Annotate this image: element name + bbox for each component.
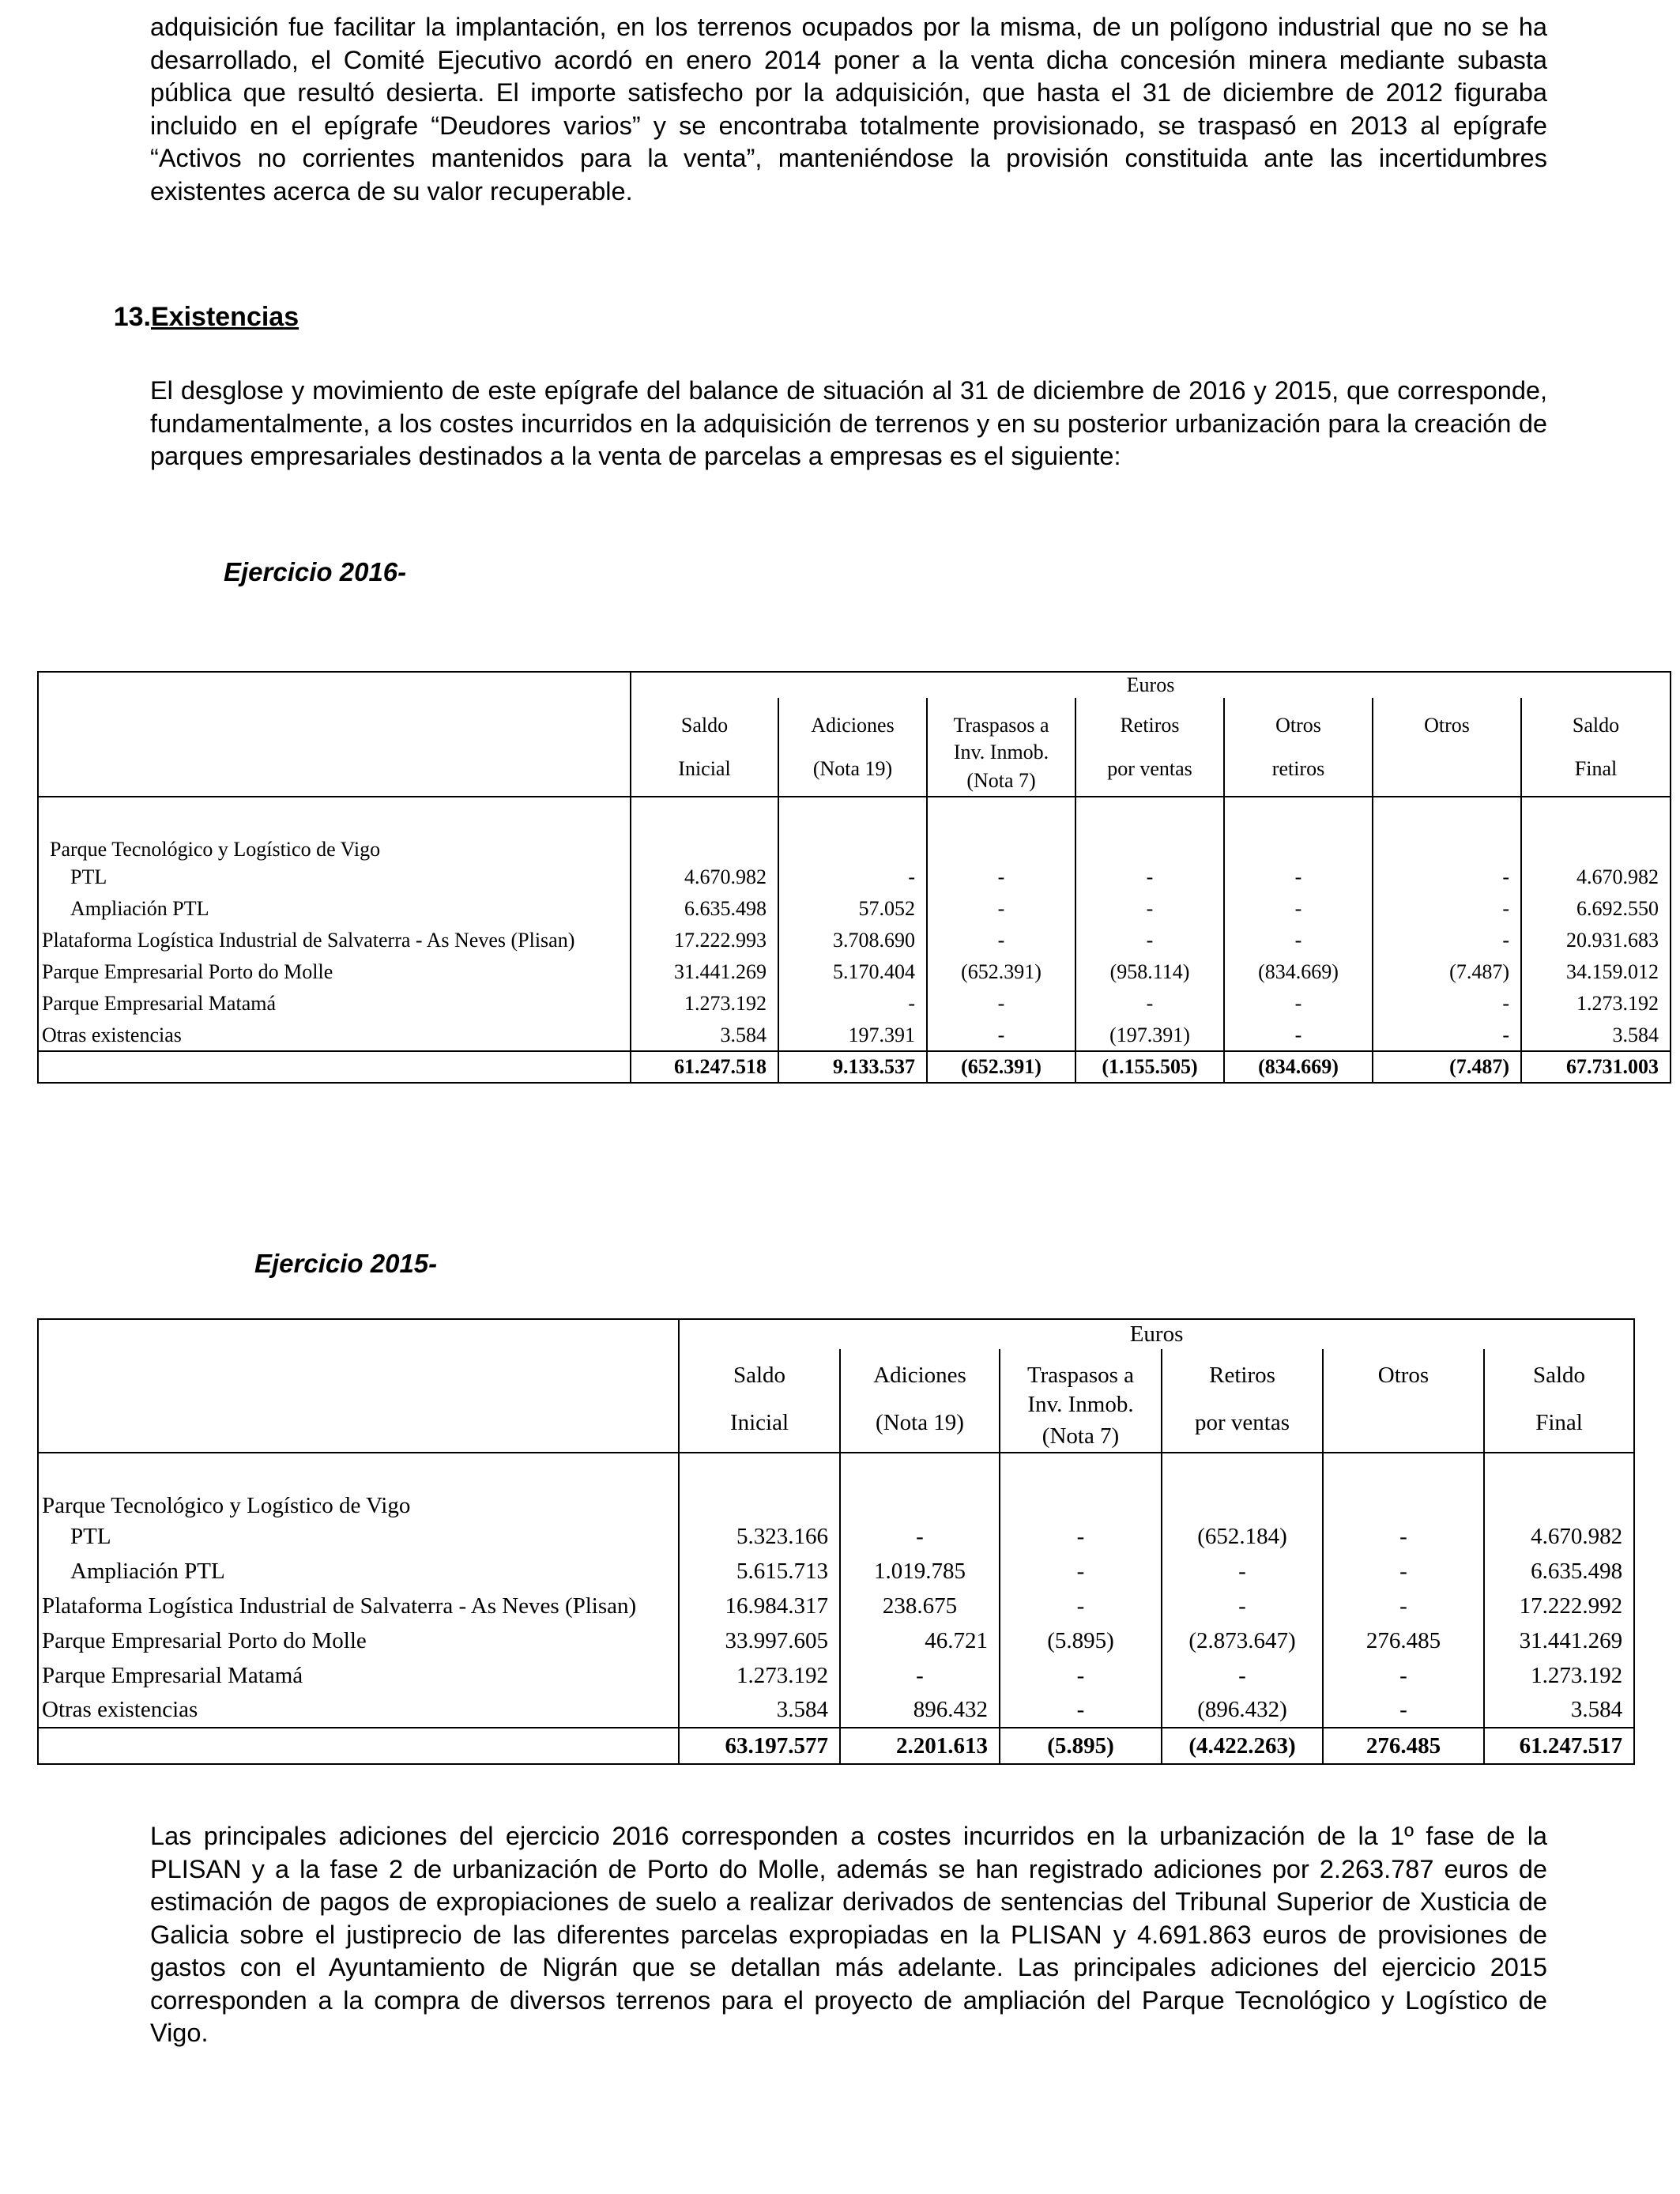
- col-subheader: Inicial: [631, 737, 778, 797]
- table-row: PTL 5.323.166 - - (652.184) - 4.670.982: [38, 1519, 1634, 1554]
- table-2016: [37, 671, 1671, 1084]
- col-subheader: (Nota 19): [778, 737, 927, 797]
- col-header: Otros: [1373, 698, 1521, 737]
- section-number: 13.: [113, 302, 151, 332]
- col-subheader: [1373, 737, 1521, 797]
- table-row: Parque Empresarial Matamá 1.273.192 - - - - - 1.273.192: [38, 988, 1671, 1020]
- col-subheader: por ventas: [1075, 737, 1224, 797]
- col-subheader: Final: [1484, 1389, 1634, 1453]
- table-row: Otras existencias 3.584 896.432 - (896.432) - 3.584: [38, 1693, 1634, 1728]
- table-2015: [37, 1318, 1635, 1765]
- group-label: Parque Tecnológico y Logístico de Vigo: [38, 797, 631, 861]
- subtitle-2016: Ejercicio 2016-: [224, 557, 407, 586]
- currency-label: Euros: [631, 672, 1671, 698]
- col-header: Saldo: [1484, 1349, 1634, 1389]
- group-label: Parque Tecnológico y Logístico de Vigo: [38, 1453, 679, 1519]
- subtitle-2015: Ejercicio 2015-: [254, 1249, 438, 1278]
- section-title: Existencias: [151, 302, 299, 332]
- col-header: Traspasos a: [1000, 1349, 1162, 1389]
- table-row: Otras existencias 3.584 197.391 - (197.391) - - 3.584: [38, 1020, 1671, 1051]
- col-header: Saldo: [1521, 698, 1671, 737]
- intro-paragraph: adquisición fue facilitar la implantación, en los terrenos ocupados por la misma, de un polígono industrial que no se ha desarrollado, el Comité Ejecutivo acordó en enero 2014 poner a la venta dicha concesión minera mediante subasta pública que resultó desierta. El importe satisfecho por la adquisición, que hasta el 31 de diciembre de 2012 figuraba incluido en el epígrafe “Deudores varios” y se encontraba totalmente provisionado, se traspasó en 2013 al epígrafe “Activos no corrientes mantenidos para la venta”, manteniéndose la provisión constituida ante las incertidumbres existentes acerca de su valor recuperable.: [150, 13, 1547, 205]
- col-subheader: Inicial: [679, 1389, 840, 1453]
- col-header: Traspasos a: [927, 698, 1075, 737]
- table-row: Parque Empresarial Matamá 1.273.192 - - - - 1.273.192: [38, 1658, 1634, 1693]
- currency-label: Euros: [679, 1319, 1634, 1349]
- col-subheader: (Nota 19): [840, 1389, 1000, 1453]
- col-subheader: retiros: [1224, 737, 1373, 797]
- table-row: Ampliación PTL 5.615.713 1.019.785 - - - 6.635.498: [38, 1554, 1634, 1589]
- totals-row: 61.247.518 9.133.537 (652.391) (1.155.505) (834.669) (7.487) 67.731.003: [38, 1051, 1671, 1083]
- col-header: Adiciones: [778, 698, 927, 737]
- col-header: Otros: [1224, 698, 1373, 737]
- col-header: Adiciones: [840, 1349, 1000, 1389]
- table-2015-blank-header: [38, 1319, 679, 1453]
- col-subheader: por ventas: [1162, 1389, 1323, 1453]
- table-row: Plataforma Logística Industrial de Salvaterra - As Neves (Plisan) 16.984.317 238.675 - - - 17.222.992: [38, 1589, 1634, 1623]
- section-heading: [81, 302, 299, 333]
- totals-row: 63.197.577 2.201.613 (5.895) (4.422.263) 276.485 61.247.517: [38, 1728, 1634, 1764]
- col-header: Otros: [1323, 1349, 1484, 1389]
- table-row: Plataforma Logística Industrial de Salvaterra - As Neves (Plisan) 17.222.993 3.708.690 - - - - 20.931.683: [38, 925, 1671, 956]
- col-header: Retiros: [1162, 1349, 1323, 1389]
- col-subheader: Inv. Inmob. (Nota 7): [1000, 1389, 1162, 1453]
- col-header: Saldo: [679, 1349, 840, 1389]
- closing-paragraph: Las principales adiciones del ejercicio 2016 corresponden a costes incurridos en la urbanización de la 1º fase de la PLISAN y a la fase 2 de urbanización de Porto do Molle, además se han registrado adiciones por 2.263.787 euros de estimación de pagos de expropiaciones de suelo a realizar derivados de sentencias del Tribunal Superior de Xusticia de Galicia sobre el justiprecio de las diferentes parcelas expropiadas en la PLISAN y 4.691.863 euros de provisiones de gastos con el Ayuntamiento de Nigrán que se detallan más adelante. Las principales adiciones del ejercicio 2015 corresponden a la compra de diversos terrenos para el proyecto de ampliación del Parque Tecnológico y Logístico de Vigo.: [150, 1822, 1547, 2047]
- table-row: Parque Empresarial Porto do Molle 31.441.269 5.170.404 (652.391) (958.114) (834.669) (7.487) 34.159.012: [38, 956, 1671, 988]
- col-subheader: Inv. Inmob. (Nota 7): [927, 737, 1075, 797]
- table-row: Parque Empresarial Porto do Molle 33.997.605 46.721 (5.895) (2.873.647) 276.485 31.441.269: [38, 1623, 1634, 1658]
- table-2016-blank-header: [38, 672, 631, 797]
- table-row: PTL 4.670.982 - - - - - 4.670.982: [38, 861, 1671, 893]
- table-row: Ampliación PTL 6.635.498 57.052 - - - - 6.692.550: [38, 893, 1671, 925]
- col-subheader: [1323, 1389, 1484, 1453]
- col-header: Saldo: [631, 698, 778, 737]
- col-subheader: Final: [1521, 737, 1671, 797]
- col-header: Retiros: [1075, 698, 1224, 737]
- section-description: El desglose y movimiento de este epígrafe del balance de situación al 31 de diciembre de 2016 y 2015, que corresponde, fundamentalmente, a los costes incurridos en la adquisición de terrenos y en su posterior urbanización para la creación de parques empresariales destinados a la venta de parcelas a empresas es el siguiente:: [150, 376, 1547, 470]
